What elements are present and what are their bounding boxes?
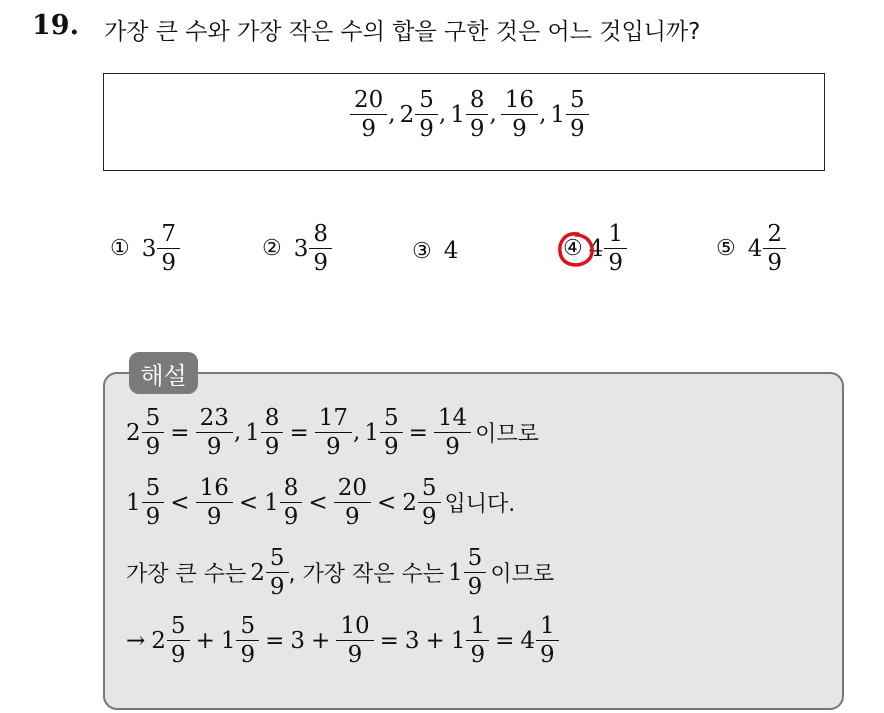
- fraction: [420, 476, 439, 529]
- operator: =: [265, 627, 285, 654]
- choice-mark: ⑤: [716, 236, 736, 262]
- whole-number: 4: [520, 627, 536, 654]
- whole-number: 1: [126, 489, 141, 516]
- whole-number: 2: [250, 559, 265, 586]
- denominator: 9: [336, 640, 373, 667]
- numerator: 10: [340, 613, 370, 639]
- fraction: [466, 546, 485, 599]
- fraction: [169, 614, 188, 667]
- whole-number: 1: [264, 489, 279, 516]
- fraction: [382, 406, 401, 459]
- choice-fraction: [159, 222, 178, 275]
- denominator: 9: [236, 640, 259, 667]
- numerator: 5: [570, 87, 585, 113]
- choice-1[interactable]: [110, 222, 180, 275]
- fraction: [336, 476, 369, 529]
- fraction: [436, 406, 469, 459]
- denominator: 9: [196, 502, 233, 529]
- denominator: 9: [309, 248, 332, 275]
- choice-5[interactable]: [716, 222, 786, 275]
- separator: ,: [353, 419, 361, 446]
- operator: +: [425, 627, 445, 654]
- numerator: 1: [540, 613, 555, 639]
- denominator: 9: [315, 432, 352, 459]
- choice-whole: 4: [588, 235, 604, 262]
- fraction: [198, 476, 231, 529]
- operator: =: [170, 419, 190, 446]
- numerator: 5: [145, 475, 161, 501]
- denominator: 9: [261, 432, 284, 459]
- number-5: [568, 88, 587, 141]
- whole-number: 2: [151, 627, 166, 654]
- numerator: 8: [264, 405, 280, 431]
- denominator: 9: [466, 114, 489, 141]
- separator: ,: [489, 101, 497, 128]
- choice-whole: 4: [747, 235, 763, 262]
- denominator: 9: [464, 572, 487, 599]
- denominator: 9: [157, 248, 180, 275]
- number-2: [417, 88, 436, 141]
- numerator: 20: [354, 87, 384, 113]
- denominator: 9: [415, 114, 438, 141]
- number-3-whole: 1: [450, 101, 465, 128]
- choice-mark: ②: [262, 236, 282, 262]
- choice-3[interactable]: [412, 238, 459, 264]
- whole-number: 1: [245, 419, 260, 446]
- denominator: 9: [380, 432, 403, 459]
- number-2-whole: 2: [399, 101, 415, 128]
- numerator: 5: [170, 613, 186, 639]
- operator: +: [195, 627, 215, 654]
- fraction: [198, 406, 231, 459]
- question-number: 19.: [32, 10, 79, 41]
- separator: ,: [233, 419, 242, 446]
- operator: =: [379, 627, 399, 654]
- math-part: 3: [290, 627, 306, 654]
- whole-number: 1: [220, 627, 236, 654]
- fraction: [263, 406, 282, 459]
- choice-whole: 4: [443, 238, 459, 264]
- numerator: 5: [419, 87, 434, 113]
- separator: ,: [438, 101, 447, 128]
- choice-mark: ③: [412, 238, 432, 264]
- numerator: 8: [313, 221, 329, 247]
- numerator: 5: [467, 545, 483, 571]
- numerator: 16: [199, 475, 229, 501]
- fraction: [317, 406, 350, 459]
- math-part: 3: [404, 627, 420, 654]
- operator: =: [495, 627, 515, 654]
- number-5-whole: 1: [550, 101, 566, 128]
- operator: =: [408, 419, 428, 446]
- numerator: 8: [283, 475, 299, 501]
- numerator: 5: [421, 475, 437, 501]
- explanation-line-4: [126, 614, 559, 667]
- question-text: 가장 큰 수와 가장 작은 수의 합을 구한 것은 어느 것입니까?: [104, 19, 701, 45]
- operator: <: [170, 489, 190, 516]
- separator: ,: [388, 101, 396, 128]
- operator: <: [376, 489, 397, 516]
- denominator: 9: [763, 248, 786, 275]
- denominator: 9: [142, 432, 165, 459]
- fraction: [144, 476, 163, 529]
- operator: =: [289, 419, 309, 446]
- text-segment: 이므로: [490, 562, 555, 588]
- choice-fraction: [765, 222, 784, 275]
- number-list: [350, 88, 589, 141]
- separator: ,: [539, 101, 547, 128]
- denominator: 9: [266, 572, 289, 599]
- numerator: 17: [318, 405, 348, 431]
- text-segment: 가장 큰 수는: [126, 562, 247, 588]
- operator: <: [308, 489, 328, 516]
- whole-number: 1: [364, 419, 379, 446]
- numerator: 23: [199, 405, 229, 431]
- denominator: 9: [350, 114, 387, 141]
- denominator: 9: [466, 640, 489, 667]
- numerator: 5: [145, 405, 161, 431]
- explanation-label: 해설: [129, 352, 198, 394]
- numerator: 1: [608, 221, 624, 247]
- operator: +: [311, 627, 331, 654]
- fraction: [282, 476, 301, 529]
- fraction: [238, 614, 257, 667]
- arrow-icon: →: [126, 627, 146, 654]
- denominator: 9: [280, 502, 303, 529]
- fraction: [468, 614, 487, 667]
- choice-whole: 3: [293, 235, 309, 262]
- fraction: [538, 614, 557, 667]
- number-box: [103, 73, 825, 171]
- choice-whole: 3: [141, 235, 157, 262]
- denominator: 9: [604, 248, 627, 275]
- explanation-line-3: [126, 546, 554, 599]
- numerator: 16: [504, 87, 535, 113]
- text-segment: , 가장 작은 수는: [288, 562, 445, 588]
- choice-fraction: [311, 222, 330, 275]
- whole-number: 1: [448, 559, 463, 586]
- denominator: 9: [167, 640, 190, 667]
- number-3: [468, 88, 487, 141]
- denominator: 9: [566, 114, 589, 141]
- denominator: 9: [196, 432, 233, 459]
- fraction: [338, 614, 371, 667]
- numerator: 2: [767, 221, 783, 247]
- explanation-line-2: [126, 476, 515, 529]
- whole-number: 2: [126, 419, 141, 446]
- choice-2[interactable]: [262, 222, 332, 275]
- explanation-line-1: [126, 406, 539, 459]
- denominator: 9: [501, 114, 538, 141]
- number-1: [352, 88, 385, 141]
- denominator: 9: [334, 502, 371, 529]
- choice-fraction: [606, 222, 625, 275]
- numerator: 8: [469, 87, 485, 113]
- fraction: [144, 406, 163, 459]
- choice-mark: ④: [563, 236, 583, 262]
- numerator: 1: [470, 613, 486, 639]
- whole-number: 2: [402, 489, 417, 516]
- denominator: 9: [142, 502, 165, 529]
- numerator: 5: [269, 545, 285, 571]
- numerator: 5: [240, 613, 256, 639]
- numerator: 14: [437, 405, 468, 431]
- denominator: 9: [418, 502, 441, 529]
- choice-4[interactable]: [563, 222, 627, 275]
- numerator: 5: [383, 405, 399, 431]
- text-segment: 이므로: [475, 422, 539, 448]
- text-segment: 입니다.: [444, 492, 516, 518]
- numerator: 20: [337, 475, 367, 501]
- denominator: 9: [434, 432, 471, 459]
- numerator: 7: [161, 221, 177, 247]
- operator: <: [238, 489, 259, 516]
- fraction: [268, 546, 287, 599]
- number-4: [503, 88, 536, 141]
- denominator: 9: [536, 640, 559, 667]
- whole-number: 1: [450, 627, 466, 654]
- choice-mark: ①: [110, 236, 130, 262]
